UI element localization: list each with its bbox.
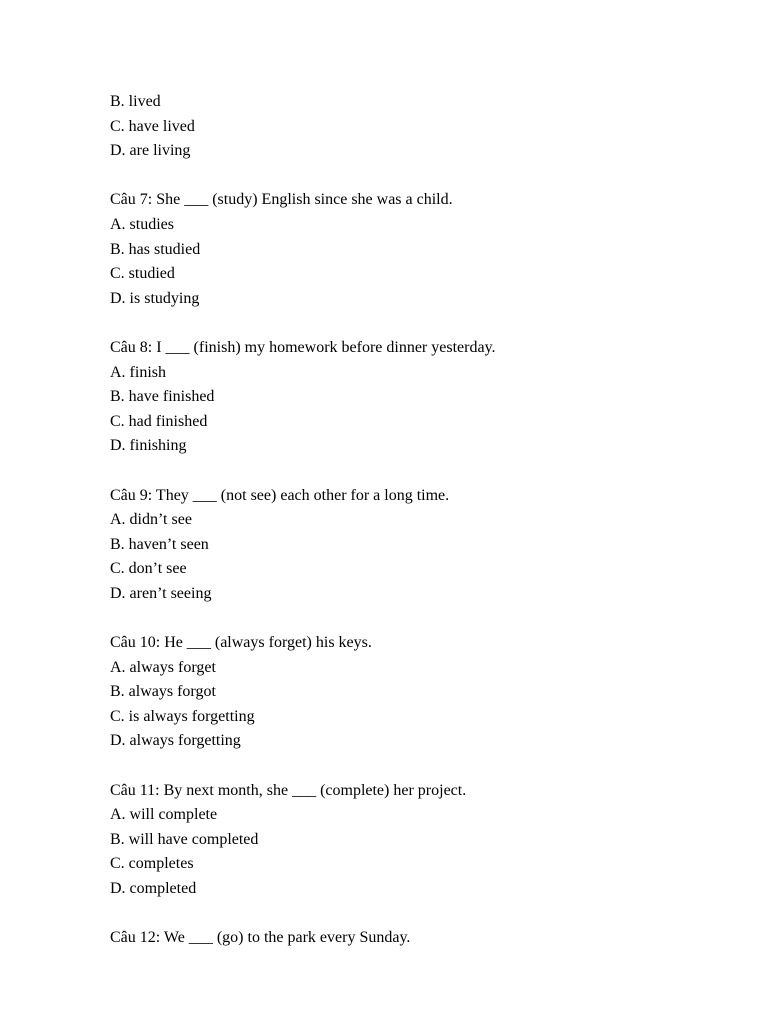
- question-block-6-continued: [110, 90, 710, 164]
- option-b: B. has studied: [110, 240, 201, 258]
- option-a: A. always forget: [110, 658, 216, 676]
- option-d: D. always forgetting: [110, 732, 241, 750]
- question-block-10: [110, 631, 710, 754]
- question-block-12: [110, 926, 710, 951]
- option-c: C. had finished: [110, 412, 208, 430]
- option-d: D. finishing: [110, 437, 187, 455]
- option-d: D. aren’t seeing: [110, 584, 212, 602]
- option-a: A. finish: [110, 363, 166, 381]
- question-text: Câu 9: They ___ (not see) each other for a long time.: [110, 486, 450, 504]
- option-d: D. completed: [110, 880, 197, 897]
- option-b: B. always forgot: [110, 683, 216, 701]
- option-c: C. have lived: [110, 117, 195, 135]
- option-b: B. will have completed: [110, 830, 259, 848]
- option-a: A. will complete: [110, 806, 218, 824]
- option-a: A. studies: [110, 215, 174, 233]
- option-c: C. studied: [110, 265, 175, 283]
- question-text: Câu 8: I ___ (finish) my homework before dinner yesterday.: [110, 338, 496, 356]
- option-d: D. are living: [110, 142, 191, 160]
- document-content: [110, 90, 710, 951]
- question-block-7: [110, 188, 710, 311]
- option-a: A. didn’t see: [110, 511, 192, 529]
- option-d: D. is studying: [110, 289, 200, 307]
- question-block-9: [110, 484, 710, 607]
- option-c: C. is always forgetting: [110, 707, 255, 725]
- question-block-8: [110, 336, 710, 459]
- option-b: B. have finished: [110, 388, 215, 406]
- option-c: C. completes: [110, 855, 194, 873]
- question-text: Câu 7: She ___ (study) English since she was a child.: [110, 191, 453, 209]
- option-b: B. lived: [110, 93, 161, 110]
- option-b: B. haven’t seen: [110, 535, 209, 553]
- question-block-11: [110, 779, 710, 902]
- question-text: Câu 10: He ___ (always forget) his keys.: [110, 634, 372, 652]
- option-c: C. don’t see: [110, 560, 187, 578]
- question-text: Câu 12: We ___ (go) to the park every Sunday.: [110, 929, 411, 947]
- question-text: Câu 11: By next month, she ___ (complete) her project.: [110, 781, 467, 799]
